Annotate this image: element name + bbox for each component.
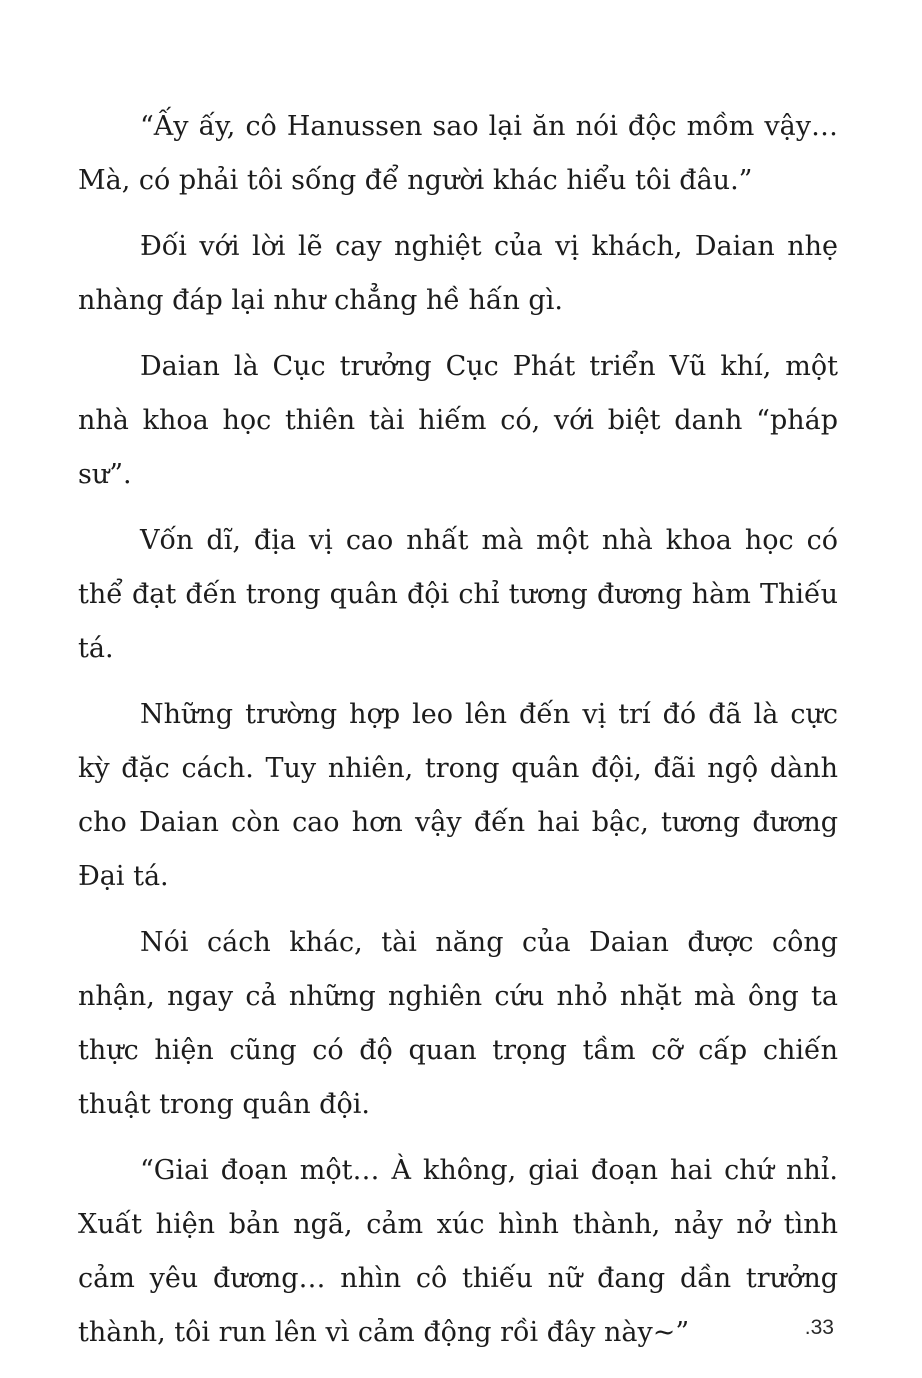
paragraph-3: Daian là Cục trưởng Cục Phát triển Vũ khí, một nhà khoa học thiên tài hiếm có, với biệt danh “pháp sư”. [78,351,838,490]
paragraph-6: Nói cách khác, tài năng của Daian được công nhận, ngay cả những nghiên cứu nhỏ nhặt mà ông ta thực hiện cũng có độ quan trọng tầm cỡ cấp chiến thuật trong quân đội. [78,927,838,1120]
body-text [78,100,838,1372]
paragraph-1: “Ấy ấy, cô Hanussen sao lại ăn nói độc mồm vậy… Mà, có phải tôi sống để người khác hiểu tôi đâu.” [78,111,838,196]
paragraph-2: Đối với lời lẽ cay nghiệt của vị khách, Daian nhẹ nhàng đáp lại như chẳng hề hấn gì. [78,231,838,316]
paragraph-4: Vốn dĩ, địa vị cao nhất mà một nhà khoa học có thể đạt đến trong quân đội chỉ tương đương hàm Thiếu tá. [78,525,838,664]
page-number: .33 [804,1316,834,1339]
paragraph-7: “Giai đoạn một… À không, giai đoạn hai chứ nhỉ. Xuất hiện bản ngã, cảm xúc hình thành, nảy nở tình cảm yêu đương… nhìn cô thiếu nữ đang dần trưởng thành, tôi run lên vì cảm động rồi đây này~” [78,1155,838,1348]
paragraph-5: Những trường hợp leo lên đến vị trí đó đã là cực kỳ đặc cách. Tuy nhiên, trong quân đội, đãi ngộ dành cho Daian còn cao hơn vậy đến hai bậc, tương đương Đại tá. [78,699,838,892]
